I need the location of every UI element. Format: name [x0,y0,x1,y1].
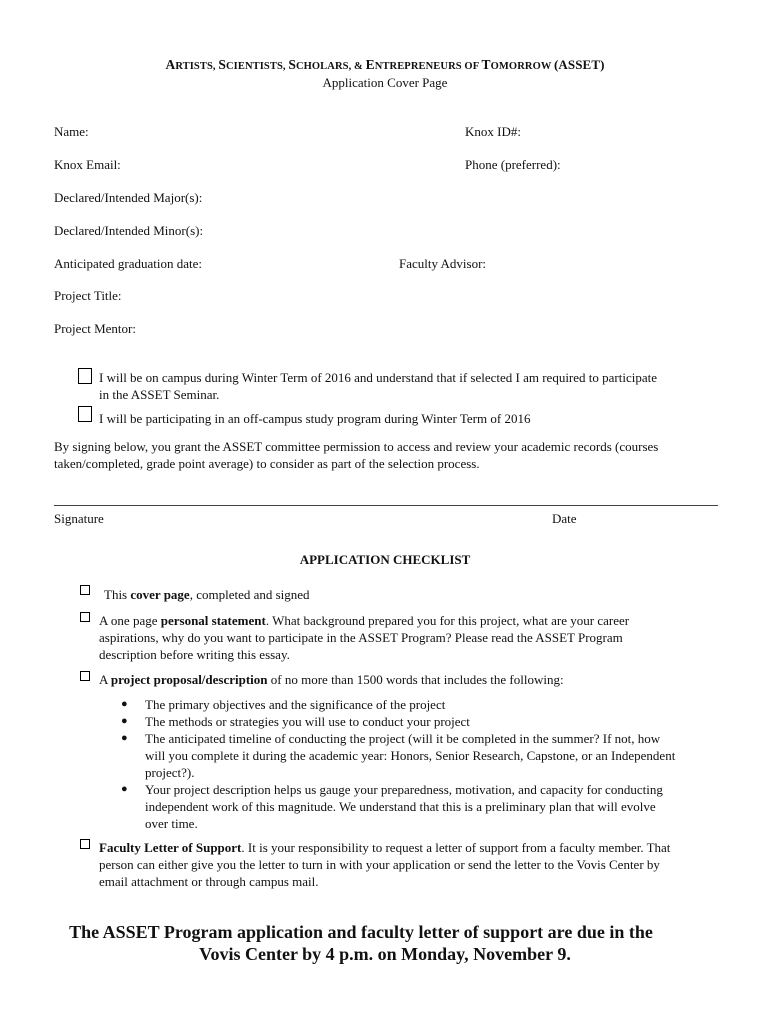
minor-field-label: Declared/Intended Minor(s): [54,223,204,238]
checklist-item-bold: Faculty Letter of Support [99,840,242,855]
knox-id-field-label: Knox ID#: [465,124,521,139]
date-label: Date [552,511,577,526]
checklist-item-text: A [99,672,111,687]
list-item-text: independent work of this magnitude. We understand that this is a preliminary plan that will evolve [145,799,656,814]
title-cap-letter: A [165,57,176,72]
off-campus-checkbox[interactable] [78,406,92,422]
list-item [117,730,737,781]
bullet-icon: ● [121,698,128,710]
checklist-item-text: This [104,587,131,602]
winter-campus-checkbox[interactable] [78,368,92,384]
title-small-caps: RTISTS, [175,61,219,72]
bullet-list [117,696,737,832]
checklist-item-personal-statement [99,612,629,629]
checklist-item-cover-page [104,586,310,603]
signature-line[interactable] [54,505,718,506]
list-item-text: The primary objectives and the significance of the project [145,697,446,712]
winter-campus-option-text-cont: in the ASSET Seminar. [99,387,220,402]
name-field-label: Name: [54,124,89,139]
list-item-text: The methods or strategies you will use to conduct your project [145,714,470,729]
title-small-caps: NTREPRENEURS OF [374,61,482,72]
bullet-icon: ● [121,783,128,795]
checklist-item-text: A one page [99,613,161,628]
checklist-heading: APPLICATION CHECKLIST [299,552,471,567]
title-cap-letter: E [365,57,375,72]
checklist-item-text: of no more than 1500 words that includes the following: [267,672,564,687]
list-item [117,781,737,832]
checklist-personal-statement-checkbox[interactable] [80,612,90,622]
title-small-caps: OMORROW [490,61,554,72]
checklist-item-faculty-letter-line2: person can either give you the letter to turn in with your application or send the letter to the Vovis Center by [99,857,660,872]
proposal-requirements-list [117,696,737,832]
checklist-cover-page-checkbox[interactable] [80,585,90,595]
consent-text-line2: taken/completed, grade point average) to consider as part of the selection process. [54,456,480,471]
list-item-text: will you complete it during the academic year: Honors, Senior Research, Capstone, or an Independent [145,748,676,763]
checklist-project-proposal-checkbox[interactable] [80,671,90,681]
project-mentor-field-label: Project Mentor: [54,321,136,336]
checklist-item-text: , completed and signed [189,587,310,602]
checklist-item-faculty-letter-line3: email attachment or through campus mail. [99,874,319,889]
list-item-text: project?). [145,765,195,780]
signature-label: Signature [54,511,104,526]
title-cap-letter: S [218,57,226,72]
deadline-notice-line1: The ASSET Program application and faculty letter of support are due in the [69,922,653,942]
title-acronym: (ASSET) [553,57,605,72]
faculty-advisor-field-label: Faculty Advisor: [399,256,487,271]
document-subtitle: Application Cover Page [322,75,448,90]
checklist-item-personal-statement-line3: description before writing this essay. [99,647,290,662]
checklist-item-faculty-letter [99,839,670,856]
title-cap-letter: S [288,57,296,72]
document-title [0,57,770,73]
graduation-date-field-label: Anticipated graduation date: [54,256,203,271]
title-small-caps: CIENTISTS, [225,61,289,72]
bullet-icon: ● [121,715,128,727]
knox-email-field-label: Knox Email: [54,157,121,172]
checklist-faculty-letter-checkbox[interactable] [80,839,90,849]
title-text [165,57,554,72]
checklist-item-project-proposal [99,671,564,688]
project-title-field-label: Project Title: [54,288,122,303]
winter-campus-option-text: I will be on campus during Winter Term of 2016 and understand that if selected I am required to participate [99,370,657,385]
list-item-text: Your project description helps us gauge your preparedness, motivation, and capacity for conducting [145,782,663,797]
checklist-item-text: . What background prepared you for this project, what are your career [265,613,630,628]
title-small-caps: CHOLARS, & [295,61,366,72]
list-item-text: The anticipated timeline of conducting the project (will it be completed in the summer? If not, how [145,731,661,746]
off-campus-option-text: I will be participating in an off-campus study program during Winter Term of 2016 [99,411,531,426]
checklist-item-bold: personal statement [160,613,266,628]
checklist-item-personal-statement-line2: aspirations, why do you want to participate in the ASSET Program? Please read the ASSET Program [99,630,623,645]
checklist-item-text: . It is your responsibility to request a letter of support from a faculty member. That [241,840,671,855]
deadline-notice-line2: Vovis Center by 4 p.m. on Monday, November 9. [199,944,571,964]
bullet-icon: ● [121,732,128,744]
checklist-item-bold: cover page [130,587,190,602]
major-field-label: Declared/Intended Major(s): [54,190,203,205]
checklist-item-bold: project proposal/description [110,672,268,687]
title-cap-letter: T [481,57,491,72]
consent-text-line1: By signing below, you grant the ASSET committee permission to access and review your academic records (courses [54,439,659,454]
list-item-text: over time. [145,816,198,831]
list-item [117,696,737,713]
phone-field-label: Phone (preferred): [465,157,561,172]
list-item [117,713,737,730]
